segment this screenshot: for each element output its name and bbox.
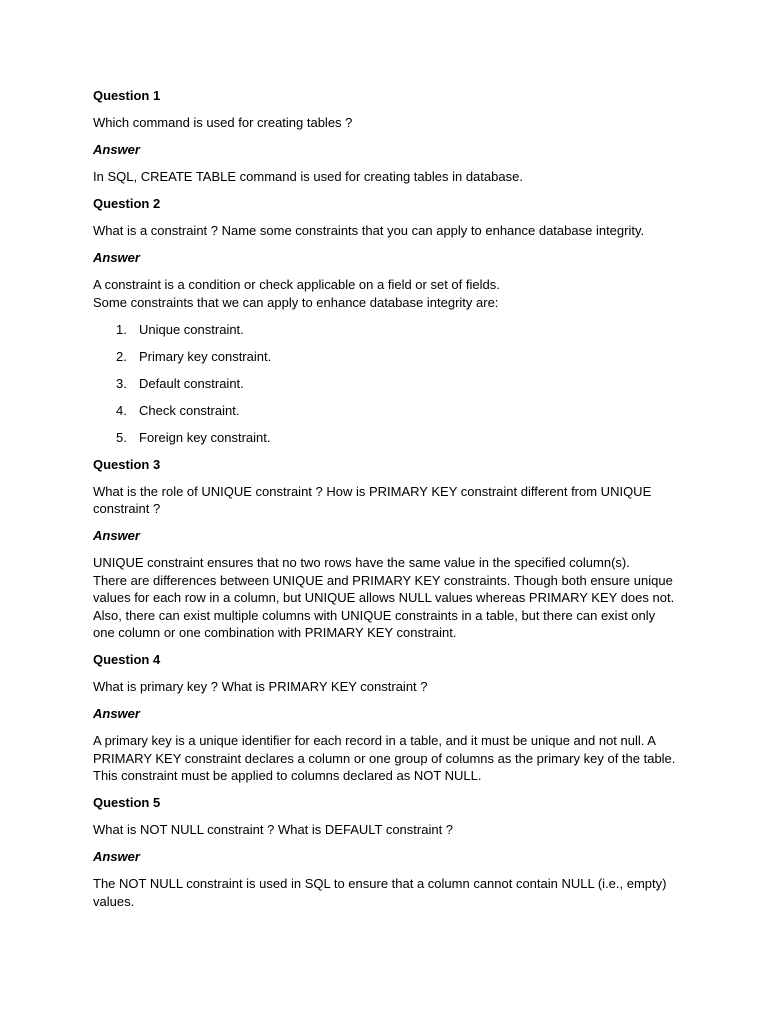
constraint-list	[93, 321, 676, 447]
question-text: What is primary key ? What is PRIMARY KEY constraint ?	[93, 679, 428, 694]
list-item-number: 4.	[116, 402, 127, 418]
list-item	[93, 402, 676, 420]
list-item	[93, 375, 676, 393]
answer-text	[93, 875, 676, 910]
list-item-text: Primary key constraint.	[139, 348, 272, 364]
answer-line: A constraint is a condition or check applicable on a field or set of fields.	[93, 277, 500, 292]
list-item	[93, 429, 676, 447]
answer-line: one column or one combination with PRIMARY KEY constraint.	[93, 625, 457, 640]
answer-text	[93, 732, 676, 785]
qa-section-5	[93, 794, 676, 910]
qa-section-4	[93, 651, 676, 785]
answer-line: UNIQUE constraint ensures that no two rows have the same value in the specified column(s).	[93, 555, 630, 570]
answer-line: This constraint must be applied to columns declared as NOT NULL.	[93, 768, 482, 783]
list-item-number: 5.	[116, 429, 127, 445]
question-heading: Question 5	[93, 795, 161, 810]
question-heading: Question 3	[93, 456, 161, 472]
answer-heading: Answer	[93, 849, 140, 864]
list-item-number: 1.	[116, 321, 127, 337]
list-item	[93, 348, 676, 366]
list-item-number: 2.	[116, 348, 127, 364]
question-text: What is a constraint ? Name some constraints that you can apply to enhance database integrity.	[93, 223, 645, 238]
question-heading: Question 2	[93, 196, 161, 211]
answer-line: values.	[93, 893, 135, 909]
answer-line: values for each row in a column, but UNIQUE allows NULL values whereas PRIMARY KEY does not.	[93, 590, 675, 605]
answer-heading: Answer	[93, 528, 140, 543]
answer-line: Also, there can exist multiple columns with UNIQUE constraints in a table, but there can exist only	[93, 607, 656, 623]
answer-heading: Answer	[93, 706, 140, 721]
answer-line: Some constraints that we can apply to enhance database integrity are:	[93, 294, 499, 310]
qa-section-1	[93, 87, 676, 186]
list-item-text: Foreign key constraint.	[139, 429, 271, 445]
question-heading: Question 1	[93, 88, 161, 103]
answer-text	[93, 554, 676, 642]
answer-line: A primary key is a unique identifier for each record in a table, and it must be unique and not null. A	[93, 733, 656, 748]
qa-section-2	[93, 195, 676, 446]
question-text: What is NOT NULL constraint ? What is DEFAULT constraint ?	[93, 822, 454, 837]
question-text	[93, 483, 676, 518]
question-heading: Question 4	[93, 652, 161, 667]
question-line: constraint ?	[93, 501, 161, 516]
list-item	[93, 321, 676, 339]
answer-line: There are differences between UNIQUE and PRIMARY KEY constraints. Though both ensure unique	[93, 572, 673, 588]
answer-heading: Answer	[93, 142, 140, 157]
list-item-text: Default constraint.	[139, 375, 244, 391]
list-item-text: Check constraint.	[139, 402, 240, 418]
answer-heading: Answer	[93, 250, 140, 265]
answer-text	[93, 168, 676, 186]
answer-line: The NOT NULL constraint is used in SQL to ensure that a column cannot contain NULL (i.e., empty)	[93, 876, 667, 891]
question-text: Which command is used for creating tables ?	[93, 115, 353, 130]
list-item-text: Unique constraint.	[139, 321, 244, 337]
answer-text	[93, 276, 676, 311]
answer-line: In SQL, CREATE TABLE command is used for creating tables in database.	[93, 169, 523, 184]
list-item-number: 3.	[116, 375, 127, 391]
question-line: What is the role of UNIQUE constraint ? How is PRIMARY KEY constraint different from UNIQUE	[93, 483, 652, 499]
answer-line: PRIMARY KEY constraint declares a column or one group of columns as the primary key of the table.	[93, 750, 676, 766]
qa-section-3	[93, 456, 676, 642]
